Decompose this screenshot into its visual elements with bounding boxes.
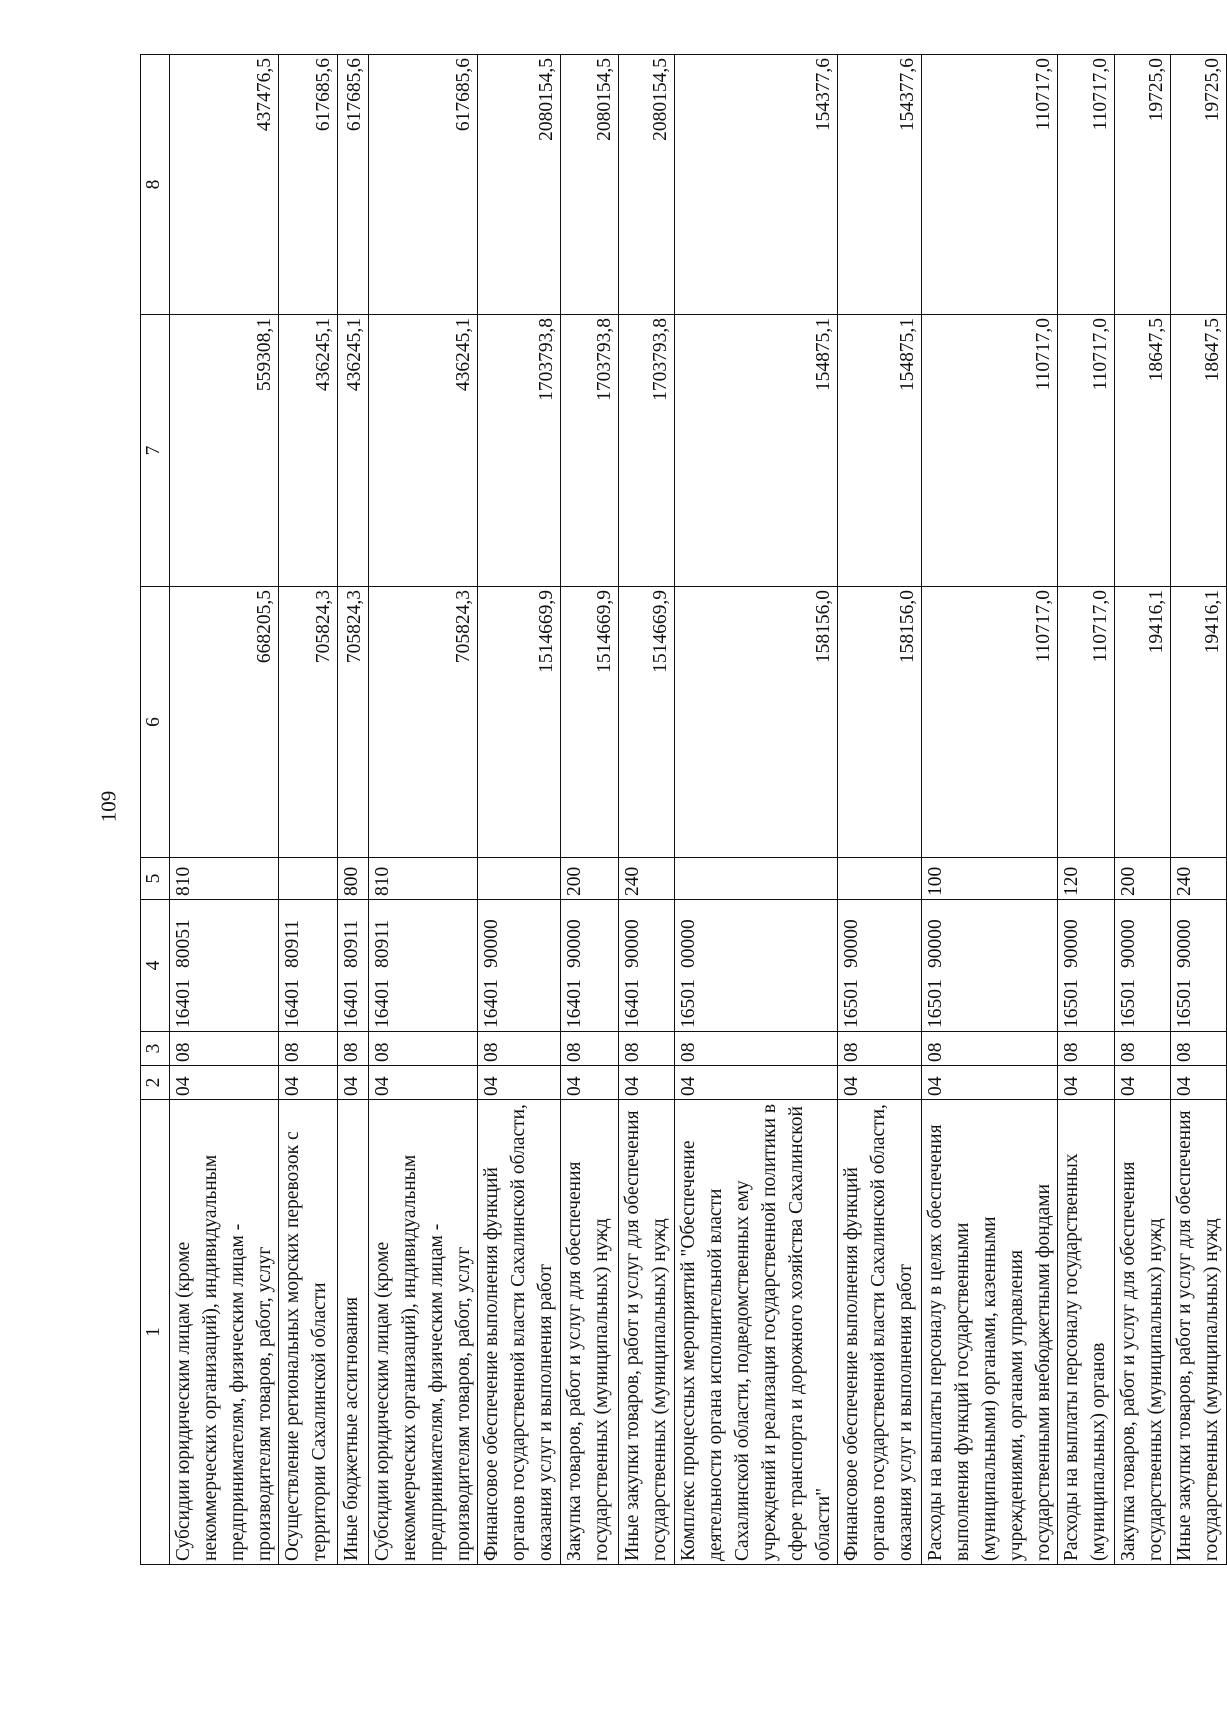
value-col-8: 19725,0 <box>1115 55 1171 315</box>
subsection-code: 08 <box>170 1032 279 1066</box>
subsection-code: 08 <box>561 1032 619 1066</box>
program-code <box>369 900 478 1032</box>
header-col-4: 4 <box>141 900 170 1032</box>
subsection-code: 08 <box>1115 1032 1171 1066</box>
program-number: 16501 <box>925 979 946 1028</box>
value-col-7: 110717,0 <box>1058 315 1115 587</box>
value-col-8: 19725,0 <box>1171 55 1227 315</box>
header-col-3: 3 <box>141 1032 170 1066</box>
section-code: 04 <box>279 1066 338 1100</box>
value-col-7: 154875,1 <box>838 315 922 587</box>
value-col-6: 668205,5 <box>170 587 279 858</box>
article-number: 90000 <box>481 919 502 968</box>
value-col-8: 154377,6 <box>838 55 922 315</box>
program-number: 16401 <box>481 979 502 1028</box>
value-col-6: 705824,3 <box>279 587 338 858</box>
expense-type <box>675 858 838 900</box>
value-col-8: 2080154,5 <box>478 55 561 315</box>
expense-type: 120 <box>1058 858 1115 900</box>
section-code: 04 <box>170 1066 279 1100</box>
value-col-7: 154875,1 <box>675 315 838 587</box>
value-col-7: 1703793,8 <box>619 315 675 587</box>
row-name: Субсидии юридическим лицам (кроме некоммерческих организаций), индивидуальным предпринимателям, физическим лицам - производителям товаров, работ, услуг <box>369 1100 478 1565</box>
table-row <box>1115 55 1171 1565</box>
article-number: 90000 <box>622 919 643 968</box>
expense-type: 810 <box>170 858 279 900</box>
table-row <box>619 55 675 1565</box>
row-name: Финансовое обеспечение выполнения функций органов государственной власти Сахалинской области, оказания услуг и выполнения работ <box>838 1100 922 1565</box>
section-code: 04 <box>1171 1066 1227 1100</box>
table-row <box>338 55 369 1565</box>
expense-type: 100 <box>922 858 1058 900</box>
article-number: 90000 <box>564 919 585 968</box>
expense-type: 200 <box>561 858 619 900</box>
value-col-6: 158156,0 <box>838 587 922 858</box>
table-row <box>369 55 478 1565</box>
value-col-6: 1514669,9 <box>561 587 619 858</box>
program-number: 16501 <box>678 979 699 1028</box>
section-code: 04 <box>369 1066 478 1100</box>
table-header <box>141 55 170 1565</box>
program-number: 16401 <box>282 979 303 1028</box>
value-col-7: 559308,1 <box>170 315 279 587</box>
program-code <box>1115 900 1171 1032</box>
section-code: 04 <box>675 1066 838 1100</box>
value-col-8: 110717,0 <box>922 55 1058 315</box>
page-number-text: 109 <box>96 790 121 822</box>
header-col-7: 7 <box>141 315 170 587</box>
value-col-7: 110717,0 <box>922 315 1058 587</box>
table-row <box>1171 55 1227 1565</box>
value-col-7: 18647,5 <box>1171 315 1227 587</box>
value-col-6: 705824,3 <box>369 587 478 858</box>
subsection-code: 08 <box>279 1032 338 1066</box>
subsection-code: 08 <box>369 1032 478 1066</box>
table-row <box>478 55 561 1565</box>
row-name: Расходы на выплаты персоналу в целях обеспечения выполнения функций государственными (муниципальными) органами, казенными учреждениями, органами управления государственными внебюджетными фондами <box>922 1100 1058 1565</box>
subsection-code: 08 <box>1058 1032 1115 1066</box>
value-col-6: 110717,0 <box>1058 587 1115 858</box>
value-col-6: 110717,0 <box>922 587 1058 858</box>
header-col-5: 5 <box>141 858 170 900</box>
value-col-7: 1703793,8 <box>478 315 561 587</box>
row-name: Иные бюджетные ассигнования <box>338 1100 369 1565</box>
section-code: 04 <box>561 1066 619 1100</box>
program-code <box>619 900 675 1032</box>
subsection-code: 08 <box>838 1032 922 1066</box>
value-col-7: 1703793,8 <box>561 315 619 587</box>
value-col-7: 18647,5 <box>1115 315 1171 587</box>
program-code <box>838 900 922 1032</box>
value-col-8: 617685,6 <box>279 55 338 315</box>
program-code <box>1058 900 1115 1032</box>
program-number: 16401 <box>564 979 585 1028</box>
subsection-code: 08 <box>1171 1032 1227 1066</box>
table-row <box>561 55 619 1565</box>
article-number: 90000 <box>841 919 862 968</box>
row-name: Комплекс процессных мероприятий "Обеспечение деятельности органа исполнительной власти Сахалинской области, подведомственных ему учреждений и реализация государственной политики в сфере транспорта и дорожного хозяйства Сахалинской области" <box>675 1100 838 1565</box>
article-number: 80911 <box>341 919 362 968</box>
article-number: 90000 <box>1174 919 1195 968</box>
expense-type <box>478 858 561 900</box>
article-number: 80911 <box>282 919 303 968</box>
subsection-code: 08 <box>675 1032 838 1066</box>
header-row <box>141 55 170 1565</box>
program-code <box>170 900 279 1032</box>
row-name: Осуществление региональных морских перевозок с территории Сахалинской области <box>279 1100 338 1565</box>
expense-type: 200 <box>1115 858 1171 900</box>
program-number: 16501 <box>1061 979 1082 1028</box>
article-number: 90000 <box>925 919 946 968</box>
value-col-6: 158156,0 <box>675 587 838 858</box>
article-number: 90000 <box>1061 919 1082 968</box>
subsection-code: 08 <box>619 1032 675 1066</box>
table-row <box>170 55 279 1565</box>
program-code <box>561 900 619 1032</box>
table-row <box>922 55 1058 1565</box>
subsection-code: 08 <box>338 1032 369 1066</box>
expense-type: 800 <box>338 858 369 900</box>
table-row <box>838 55 922 1565</box>
value-col-6: 19416,1 <box>1171 587 1227 858</box>
row-name: Закупка товаров, работ и услуг для обеспечения государственных (муниципальных) нужд <box>1115 1100 1171 1565</box>
header-col-2: 2 <box>141 1066 170 1100</box>
program-number: 16401 <box>341 979 362 1028</box>
row-name: Иные закупки товаров, работ и услуг для обеспечения государственных (муниципальных) нужд <box>1171 1100 1227 1565</box>
article-number: 00000 <box>678 919 699 968</box>
expense-type: 240 <box>1171 858 1227 900</box>
section-code: 04 <box>1058 1066 1115 1100</box>
subsection-code: 08 <box>478 1032 561 1066</box>
budget-table <box>140 54 1227 1565</box>
value-col-8: 437476,5 <box>170 55 279 315</box>
value-col-6: 19416,1 <box>1115 587 1171 858</box>
value-col-6: 1514669,9 <box>478 587 561 858</box>
program-number: 16501 <box>1118 979 1139 1028</box>
value-col-8: 617685,6 <box>338 55 369 315</box>
section-code: 04 <box>619 1066 675 1100</box>
expense-type <box>279 858 338 900</box>
program-code <box>675 900 838 1032</box>
subsection-code: 08 <box>922 1032 1058 1066</box>
value-col-6: 1514669,9 <box>619 587 675 858</box>
program-number: 16501 <box>841 979 862 1028</box>
page-number <box>96 786 122 826</box>
table-row <box>1058 55 1115 1565</box>
article-number: 80911 <box>372 919 393 968</box>
header-col-6: 6 <box>141 587 170 858</box>
value-col-8: 617685,6 <box>369 55 478 315</box>
program-code <box>922 900 1058 1032</box>
table-row <box>675 55 838 1565</box>
program-code <box>338 900 369 1032</box>
header-col-1: 1 <box>141 1100 170 1565</box>
program-code <box>1171 900 1227 1032</box>
row-name: Иные закупки товаров, работ и услуг для обеспечения государственных (муниципальных) нужд <box>619 1100 675 1565</box>
value-col-8: 2080154,5 <box>619 55 675 315</box>
row-name: Закупка товаров, работ и услуг для обеспечения государственных (муниципальных) нужд <box>561 1100 619 1565</box>
program-number: 16401 <box>372 979 393 1028</box>
row-name: Субсидии юридическим лицам (кроме некоммерческих организаций), индивидуальным предпринимателям, физическим лицам - производителям товаров, работ, услуг <box>170 1100 279 1565</box>
section-code: 04 <box>838 1066 922 1100</box>
table-row <box>279 55 338 1565</box>
row-name: Расходы на выплаты персоналу государственных (муниципальных) органов <box>1058 1100 1115 1565</box>
program-number: 16501 <box>1174 979 1195 1028</box>
section-code: 04 <box>1115 1066 1171 1100</box>
table-body <box>170 55 1227 1565</box>
expense-type: 810 <box>369 858 478 900</box>
value-col-8: 110717,0 <box>1058 55 1115 315</box>
value-col-6: 705824,3 <box>338 587 369 858</box>
expense-type <box>838 858 922 900</box>
rotated-table-container <box>140 55 1223 1565</box>
value-col-7: 436245,1 <box>369 315 478 587</box>
program-number: 16401 <box>173 979 194 1028</box>
section-code: 04 <box>922 1066 1058 1100</box>
row-name: Финансовое обеспечение выполнения функций органов государственной власти Сахалинской области, оказания услуг и выполнения работ <box>478 1100 561 1565</box>
value-col-8: 2080154,5 <box>561 55 619 315</box>
program-code <box>279 900 338 1032</box>
expense-type: 240 <box>619 858 675 900</box>
section-code: 04 <box>338 1066 369 1100</box>
value-col-7: 436245,1 <box>338 315 369 587</box>
program-number: 16401 <box>622 979 643 1028</box>
article-number: 80051 <box>173 919 194 968</box>
program-code <box>478 900 561 1032</box>
section-code: 04 <box>478 1066 561 1100</box>
article-number: 90000 <box>1118 919 1139 968</box>
value-col-7: 436245,1 <box>279 315 338 587</box>
value-col-8: 154377,6 <box>675 55 838 315</box>
header-col-8: 8 <box>141 55 170 315</box>
